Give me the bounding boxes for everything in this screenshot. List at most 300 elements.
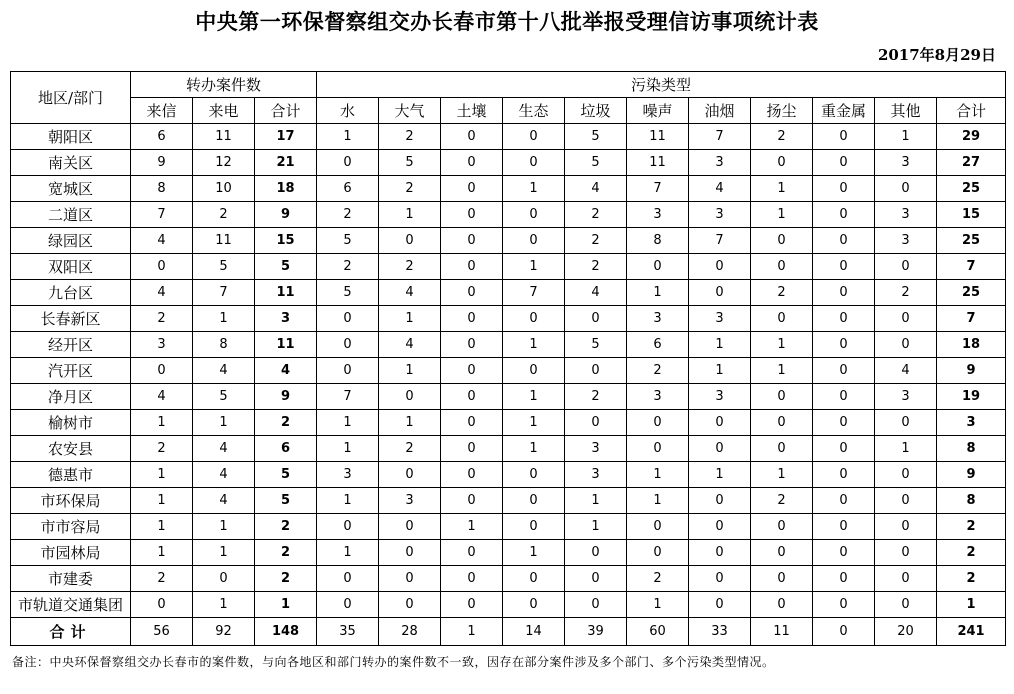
header-pollution-col: 噪声 [627,98,689,124]
table-cell: 0 [441,176,503,202]
table-cell: 0 [441,150,503,176]
table-cell: 0 [441,254,503,280]
header-pollution-col: 扬尘 [751,98,813,124]
table-cell: 1 [317,124,379,150]
table-cell: 7 [627,176,689,202]
table-cell: 1 [317,488,379,514]
table-cell: 0 [503,306,565,332]
table-cell: 0 [813,514,875,540]
table-cell: 0 [441,306,503,332]
header-pollution-group: 污染类型 [317,72,1006,98]
table-cell: 1 [503,176,565,202]
table-cell: 15 [937,202,1006,228]
header-transfer-col: 合计 [255,98,317,124]
table-cell: 0 [379,566,441,592]
table-cell: 5 [565,150,627,176]
table-cell: 27 [937,150,1006,176]
row-region-name: 市园林局 [11,540,131,566]
table-cell: 2 [379,254,441,280]
table-cell: 0 [503,592,565,618]
table-cell: 0 [813,280,875,306]
table-cell: 2 [255,410,317,436]
table-cell: 4 [255,358,317,384]
table-cell: 0 [689,566,751,592]
table-cell: 0 [441,540,503,566]
table-cell: 0 [379,462,441,488]
table-cell: 3 [131,332,193,358]
table-cell: 11 [193,124,255,150]
table-cell: 11 [627,124,689,150]
row-region-name: 汽开区 [11,358,131,384]
table-cell: 1 [689,332,751,358]
table-cell: 0 [503,228,565,254]
table-cell: 2 [565,384,627,410]
table-cell: 0 [813,332,875,358]
table-cell: 4 [379,280,441,306]
table-cell: 4 [131,228,193,254]
table-cell: 1 [317,410,379,436]
table-cell: 1 [379,410,441,436]
table-cell: 7 [937,254,1006,280]
total-cell: 56 [131,618,193,646]
table-cell: 2 [751,280,813,306]
table-cell: 0 [379,384,441,410]
table-cell: 5 [255,254,317,280]
table-cell: 8 [937,436,1006,462]
table-cell: 0 [751,540,813,566]
header-pollution-col: 重金属 [813,98,875,124]
table-cell: 17 [255,124,317,150]
table-cell: 0 [813,358,875,384]
table-cell: 1 [317,540,379,566]
table-row [11,280,1006,306]
table-row [11,124,1006,150]
row-region-name: 宽城区 [11,176,131,202]
table-cell: 0 [689,514,751,540]
table-cell: 5 [193,384,255,410]
header-pollution-col: 其他 [875,98,937,124]
table-cell: 0 [813,592,875,618]
table-cell: 0 [751,514,813,540]
statistics-table [10,71,1006,646]
table-cell: 0 [627,410,689,436]
total-cell: 20 [875,618,937,646]
row-region-name: 市环保局 [11,488,131,514]
table-cell: 1 [751,358,813,384]
table-cell: 1 [689,358,751,384]
table-cell: 1 [875,124,937,150]
table-cell: 0 [751,150,813,176]
table-row [11,410,1006,436]
table-cell: 10 [193,176,255,202]
row-region-name: 榆树市 [11,410,131,436]
table-cell: 6 [255,436,317,462]
table-cell: 2 [937,566,1006,592]
table-row [11,332,1006,358]
table-cell: 2 [751,124,813,150]
table-cell: 1 [503,254,565,280]
table-cell: 1 [131,410,193,436]
total-cell: 148 [255,618,317,646]
table-cell: 0 [131,254,193,280]
table-cell: 0 [813,462,875,488]
table-cell: 4 [565,176,627,202]
header-pollution-col: 油烟 [689,98,751,124]
table-cell: 5 [255,488,317,514]
table-cell: 0 [813,306,875,332]
table-cell: 0 [565,540,627,566]
table-cell: 2 [317,202,379,228]
table-cell: 3 [875,228,937,254]
table-cell: 2 [937,540,1006,566]
table-cell: 0 [751,436,813,462]
table-cell: 0 [441,488,503,514]
table-cell: 1 [751,176,813,202]
table-cell: 1 [627,462,689,488]
report-date: 2017年8月29日 [877,46,996,64]
table-cell: 0 [317,566,379,592]
table-cell: 6 [317,176,379,202]
table-cell: 6 [131,124,193,150]
table-cell: 1 [255,592,317,618]
table-cell: 0 [813,124,875,150]
table-cell: 0 [441,124,503,150]
total-cell: 60 [627,618,689,646]
table-cell: 0 [565,358,627,384]
header-transfer-group: 转办案件数 [131,72,317,98]
table-cell: 0 [813,384,875,410]
table-cell: 3 [255,306,317,332]
table-cell: 0 [441,566,503,592]
table-cell: 3 [875,384,937,410]
table-cell: 3 [627,306,689,332]
table-cell: 0 [317,514,379,540]
total-row [11,618,1006,646]
table-cell: 2 [379,436,441,462]
table-cell: 0 [503,358,565,384]
total-cell: 92 [193,618,255,646]
table-cell: 0 [751,592,813,618]
table-cell: 1 [751,332,813,358]
table-cell: 2 [379,176,441,202]
table-cell: 0 [441,592,503,618]
table-cell: 1 [503,384,565,410]
table-cell: 0 [379,540,441,566]
table-cell: 0 [627,254,689,280]
total-cell: 14 [503,618,565,646]
total-cell: 35 [317,618,379,646]
table-cell: 3 [379,488,441,514]
table-cell: 3 [565,436,627,462]
total-label: 合计 [11,618,131,646]
table-cell: 5 [565,124,627,150]
table-cell: 2 [255,514,317,540]
table-cell: 0 [379,228,441,254]
total-cell: 28 [379,618,441,646]
table-cell: 6 [627,332,689,358]
total-cell: 39 [565,618,627,646]
table-cell: 1 [627,592,689,618]
row-region-name: 德惠市 [11,462,131,488]
table-cell: 1 [131,488,193,514]
header-pollution-col: 垃圾 [565,98,627,124]
table-cell: 0 [689,280,751,306]
table-row [11,306,1006,332]
header-pollution-col: 生态 [503,98,565,124]
table-cell: 0 [317,358,379,384]
table-cell: 25 [937,228,1006,254]
table-cell: 0 [131,358,193,384]
table-cell: 2 [131,566,193,592]
table-row [11,150,1006,176]
table-cell: 9 [937,462,1006,488]
table-cell: 0 [441,384,503,410]
table-cell: 0 [813,150,875,176]
table-cell: 4 [689,176,751,202]
table-cell: 7 [689,228,751,254]
table-cell: 1 [565,514,627,540]
table-cell: 0 [441,436,503,462]
table-cell: 3 [689,384,751,410]
row-region-name: 市轨道交通集团 [11,592,131,618]
table-cell: 0 [875,540,937,566]
table-cell: 3 [689,202,751,228]
total-cell: 33 [689,618,751,646]
header-region: 地区/部门 [11,72,131,124]
table-cell: 0 [503,462,565,488]
table-cell: 3 [689,150,751,176]
table-cell: 3 [317,462,379,488]
table-cell: 0 [875,332,937,358]
row-region-name: 市建委 [11,566,131,592]
table-cell: 12 [193,150,255,176]
row-region-name: 双阳区 [11,254,131,280]
table-cell: 0 [565,566,627,592]
table-cell: 1 [689,462,751,488]
table-cell: 8 [193,332,255,358]
table-cell: 2 [751,488,813,514]
table-cell: 4 [565,280,627,306]
table-cell: 0 [875,462,937,488]
footnote: 备注：中央环保督察组交办长春市的案件数，与向各地区和部门转办的案件数不一致，因存在部分案件涉及多个部门、多个污染类型情况。 [12,655,775,669]
table-cell: 0 [565,306,627,332]
table-cell: 0 [503,150,565,176]
table-cell: 11 [627,150,689,176]
table-cell: 1 [193,592,255,618]
table-cell: 1 [131,514,193,540]
table-cell: 3 [565,462,627,488]
table-cell: 11 [255,332,317,358]
table-cell: 1 [875,436,937,462]
table-cell: 0 [565,410,627,436]
table-cell: 1 [627,280,689,306]
table-cell: 4 [193,462,255,488]
table-row [11,488,1006,514]
table-cell: 0 [875,488,937,514]
table-cell: 0 [689,436,751,462]
table-cell: 0 [875,306,937,332]
table-cell: 0 [441,202,503,228]
table-row [11,176,1006,202]
table-cell: 1 [193,540,255,566]
table-cell: 0 [875,592,937,618]
table-cell: 1 [131,462,193,488]
table-cell: 0 [317,306,379,332]
table-cell: 5 [379,150,441,176]
table-cell: 2 [193,202,255,228]
table-cell: 2 [379,124,441,150]
table-cell: 0 [813,202,875,228]
table-cell: 0 [379,592,441,618]
table-cell: 0 [751,410,813,436]
table-cell: 3 [627,202,689,228]
table-cell: 9 [255,202,317,228]
table-cell: 2 [875,280,937,306]
table-cell: 0 [689,254,751,280]
table-cell: 0 [441,358,503,384]
table-cell: 1 [627,488,689,514]
table-cell: 0 [441,280,503,306]
table-cell: 1 [441,514,503,540]
table-cell: 0 [503,124,565,150]
table-cell: 3 [937,410,1006,436]
table-cell: 0 [317,332,379,358]
table-cell: 7 [131,202,193,228]
table-cell: 0 [875,514,937,540]
table-cell: 25 [937,176,1006,202]
table-cell: 0 [689,592,751,618]
table-cell: 0 [813,228,875,254]
table-cell: 2 [627,358,689,384]
table-cell: 19 [937,384,1006,410]
table-cell: 1 [131,540,193,566]
table-cell: 5 [193,254,255,280]
header-pollution-col: 大气 [379,98,441,124]
table-row [11,384,1006,410]
table-cell: 11 [193,228,255,254]
table-cell: 8 [131,176,193,202]
table-cell: 0 [317,592,379,618]
table-cell: 4 [875,358,937,384]
header-pollution-col: 合计 [937,98,1006,124]
table-cell: 0 [441,462,503,488]
table-cell: 0 [627,514,689,540]
table-row [11,202,1006,228]
table-row [11,592,1006,618]
table-cell: 0 [813,566,875,592]
row-region-name: 绿园区 [11,228,131,254]
row-region-name: 长春新区 [11,306,131,332]
table-cell: 4 [193,488,255,514]
table-cell: 7 [503,280,565,306]
table-cell: 25 [937,280,1006,306]
table-cell: 5 [317,280,379,306]
table-cell: 0 [751,566,813,592]
header-pollution-col: 水 [317,98,379,124]
table-cell: 9 [131,150,193,176]
table-cell: 0 [441,228,503,254]
table-cell: 2 [131,436,193,462]
table-cell: 7 [689,124,751,150]
table-cell: 0 [193,566,255,592]
row-region-name: 农安县 [11,436,131,462]
row-region-name: 经开区 [11,332,131,358]
table-row [11,254,1006,280]
table-cell: 5 [317,228,379,254]
table-cell: 0 [875,176,937,202]
table-cell: 1 [379,306,441,332]
table-row [11,358,1006,384]
table-cell: 0 [441,410,503,436]
table-cell: 0 [503,202,565,228]
table-cell: 3 [875,150,937,176]
table-cell: 7 [937,306,1006,332]
table-cell: 8 [937,488,1006,514]
table-cell: 0 [503,514,565,540]
table-cell: 4 [131,384,193,410]
table-cell: 0 [627,436,689,462]
table-cell: 11 [255,280,317,306]
total-cell: 0 [813,618,875,646]
table-cell: 3 [875,202,937,228]
table-cell: 0 [751,228,813,254]
table-cell: 0 [689,488,751,514]
table-cell: 1 [937,592,1006,618]
table-cell: 1 [751,462,813,488]
table-cell: 2 [565,254,627,280]
table-cell: 0 [751,306,813,332]
table-cell: 8 [627,228,689,254]
table-cell: 18 [937,332,1006,358]
report-title: 中央第一环保督察组交办长春市第十八批举报受理信访事项统计表 [195,9,819,34]
table-cell: 2 [565,228,627,254]
table-cell: 0 [813,176,875,202]
table-cell: 0 [813,540,875,566]
table-cell: 0 [503,488,565,514]
table-cell: 0 [751,254,813,280]
table-cell: 15 [255,228,317,254]
table-cell: 2 [255,540,317,566]
table-cell: 2 [937,514,1006,540]
header-transfer-col: 来信 [131,98,193,124]
table-cell: 0 [441,332,503,358]
table-cell: 5 [255,462,317,488]
total-cell: 11 [751,618,813,646]
table-cell: 0 [379,514,441,540]
table-cell: 1 [503,540,565,566]
row-region-name: 市市容局 [11,514,131,540]
table-cell: 0 [813,436,875,462]
table-row [11,228,1006,254]
row-region-name: 净月区 [11,384,131,410]
row-region-name: 南关区 [11,150,131,176]
table-cell: 0 [503,566,565,592]
table-cell: 0 [317,150,379,176]
table-cell: 2 [317,254,379,280]
table-cell: 0 [875,410,937,436]
table-cell: 0 [131,592,193,618]
header-pollution-col: 土壤 [441,98,503,124]
table-cell: 0 [875,254,937,280]
row-region-name: 朝阳区 [11,124,131,150]
table-cell: 21 [255,150,317,176]
table-cell: 3 [689,306,751,332]
table-row [11,566,1006,592]
table-cell: 7 [193,280,255,306]
table-cell: 0 [751,384,813,410]
table-row [11,514,1006,540]
row-region-name: 二道区 [11,202,131,228]
